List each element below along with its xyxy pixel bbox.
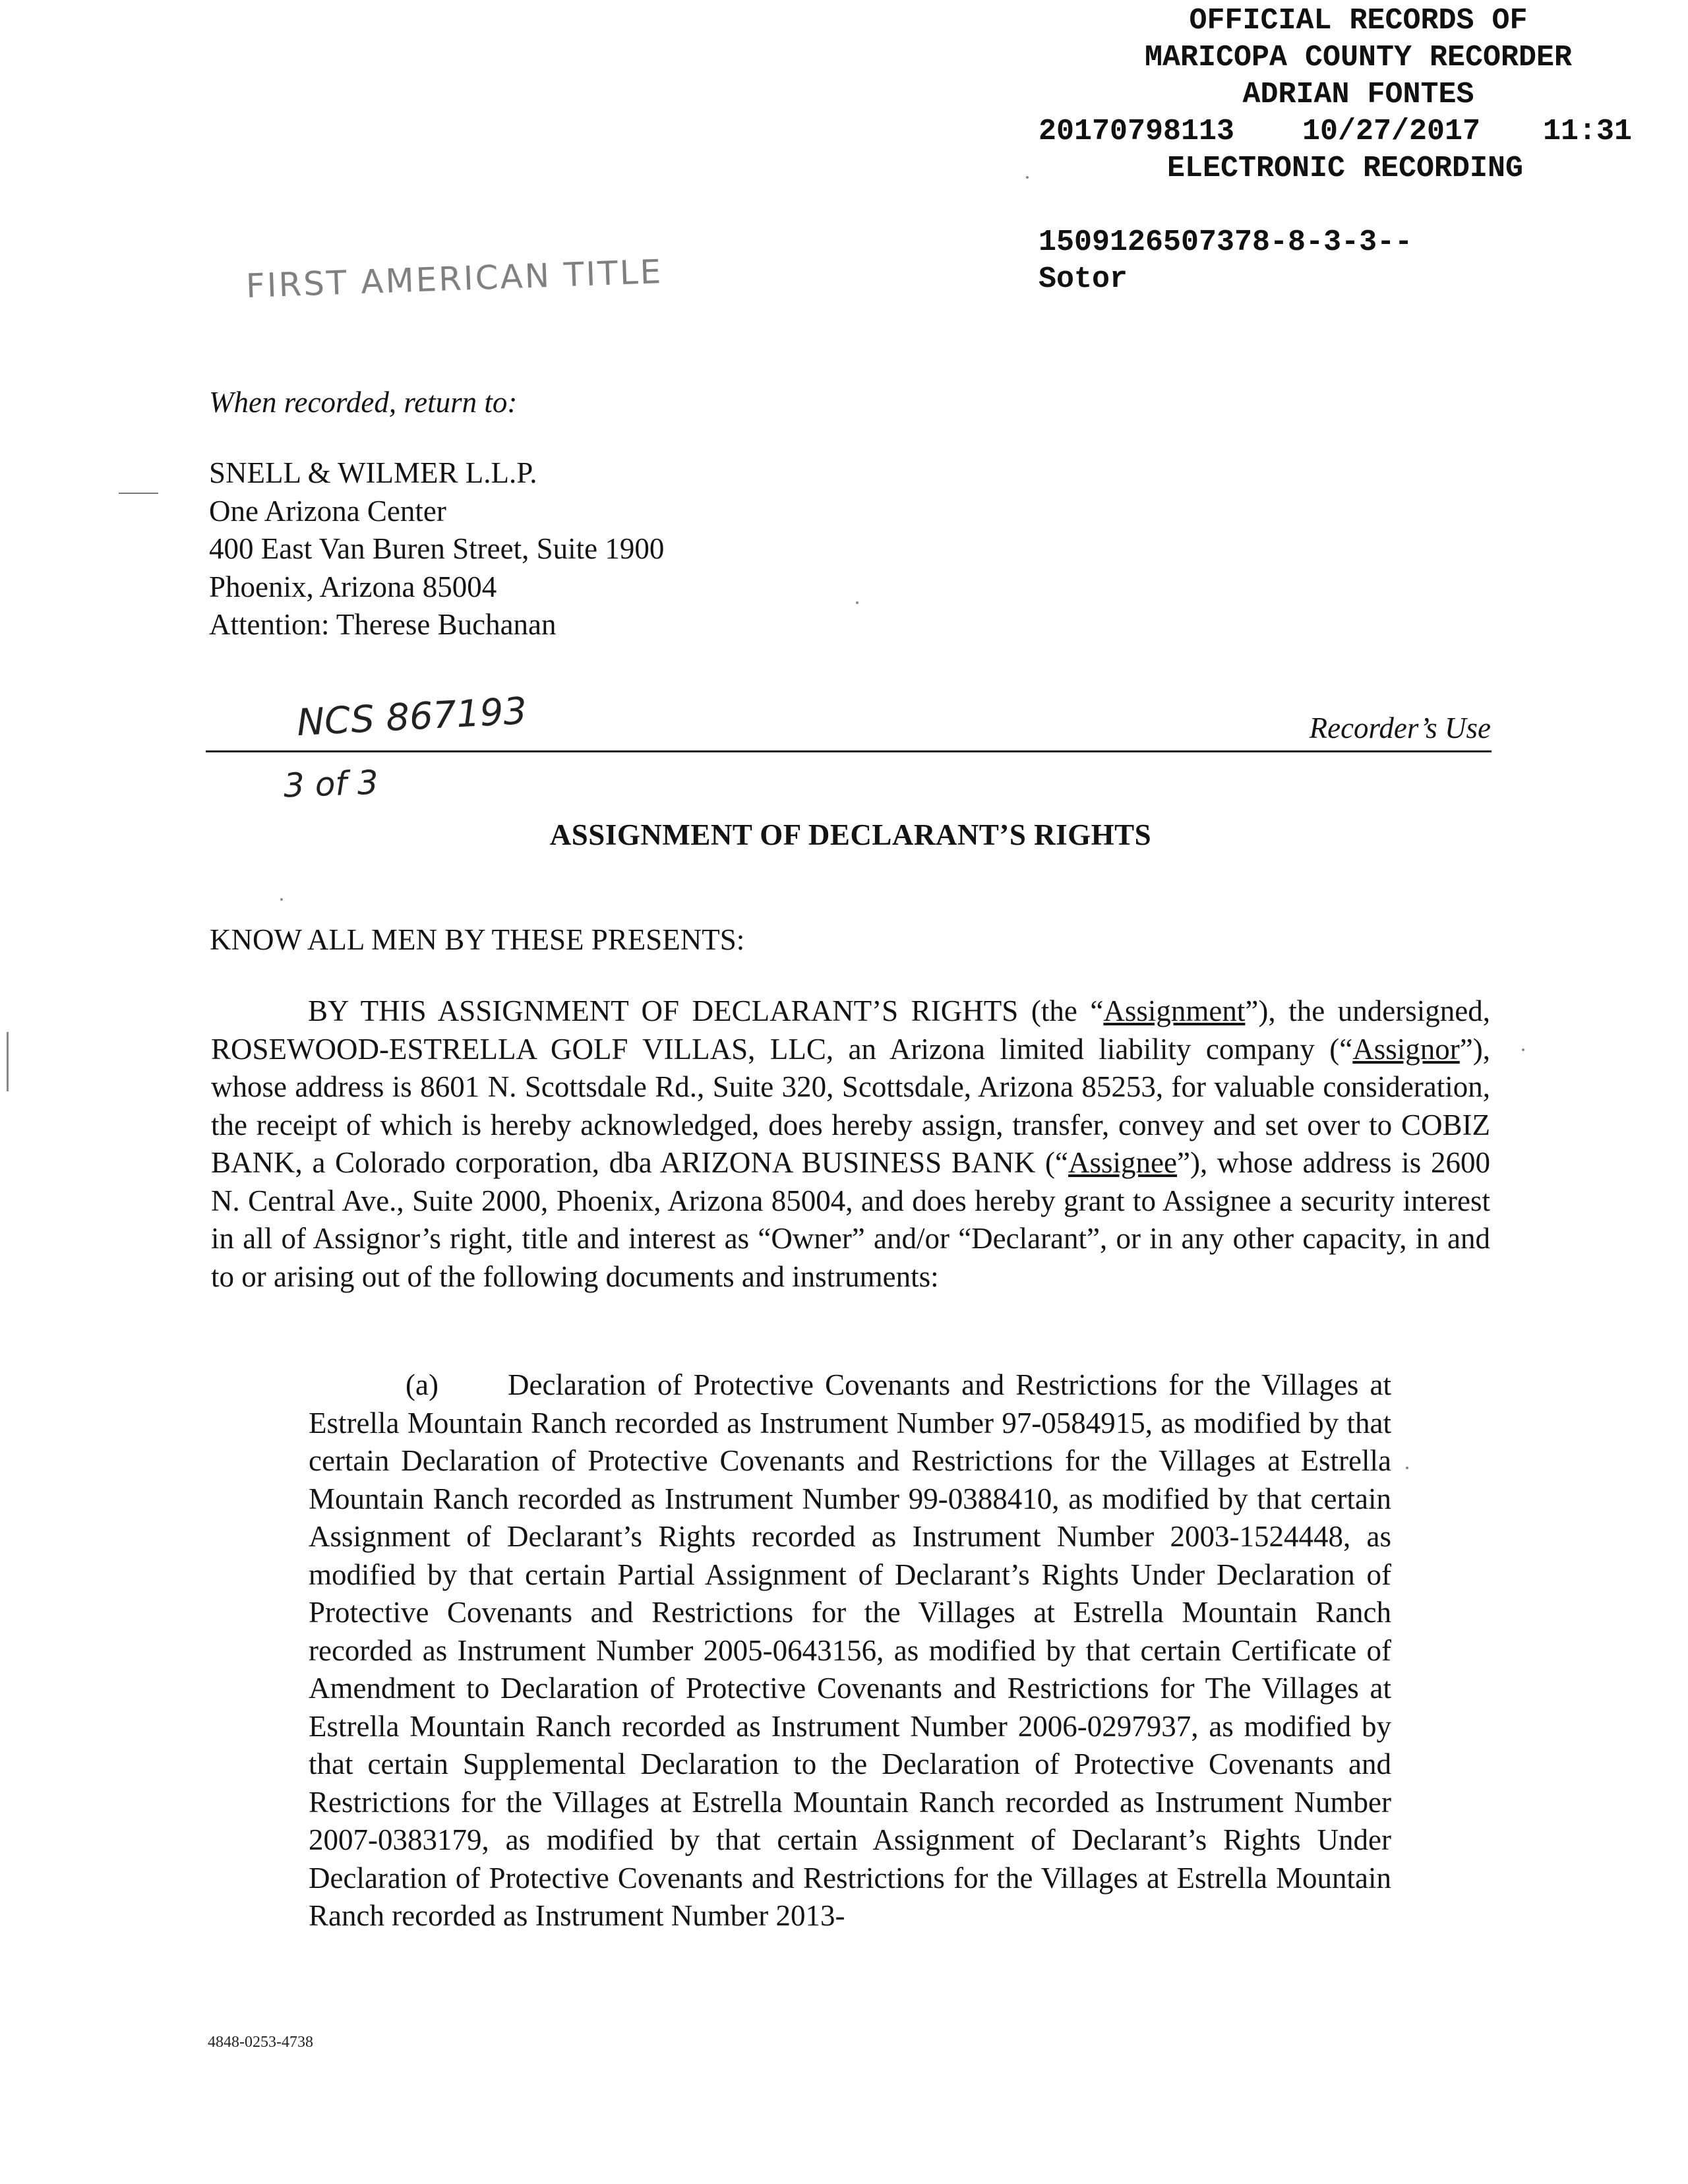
return-to-attention: Attention: Therese Buchanan: [209, 608, 557, 641]
main-paragraph-part-1: BY THIS ASSIGNMENT OF DECLARANT’S RIGHTS (the “: [308, 994, 1104, 1027]
return-to-firm: SNELL & WILMER L.L.P.: [209, 456, 537, 489]
recorder-time: 11:31: [1543, 115, 1633, 148]
return-to-city: Phoenix, Arizona 85004: [209, 570, 497, 603]
recorder-instrument-row: [1039, 113, 1652, 150]
recorder-recording-type: ELECTRONIC RECORDING: [1166, 152, 1524, 185]
scan-edge-mark: [7, 1032, 9, 1091]
recorders-use-label: Recorder’s Use: [1309, 712, 1491, 744]
return-to-heading: When recorded, return to:: [209, 386, 518, 419]
recorder-clerk: Sotor: [1039, 262, 1128, 296]
defined-term-assignee: Assignee: [1068, 1146, 1178, 1179]
recorder-name-line: ADRIAN FONTES: [1242, 78, 1474, 111]
scan-speck: [1026, 176, 1029, 179]
document-title: ASSIGNMENT OF DECLARANT’S RIGHTS: [549, 818, 1152, 851]
defined-term-assignment: Assignment: [1103, 994, 1246, 1027]
main-paragraph-part-4: ”), whose address is 2600 N. Central Ave., Suite 2000, Phoenix, Arizona 85004, and does hereby grant to Assignee a security interest in all of Assignor’s right, title and interest as “Owner” and/or “Declarant”, or in any other capacity, in and to or arising out of the following documents and instruments:: [211, 1146, 1490, 1293]
recorders-use-divider: [206, 750, 1492, 752]
handwritten-page-count: 3 of 3: [283, 763, 379, 805]
title-company-stamp: FIRST AMERICAN TITLE: [245, 252, 664, 305]
preamble: KNOW ALL MEN BY THESE PRESENTS:: [210, 923, 745, 956]
main-paragraph-part-3: ”), whose address is 8601 N. Scottsdale Rd., Suite 320, Scottsdale, Arizona 85253, for valuable consideration, the receipt of which is hereby acknowledged, does hereby assign, transfer, convey and set over to COBIZ BANK, a Colorado corporation, dba ARIZONA BUSINESS BANK (“: [211, 1032, 1490, 1179]
recorder-instrument-number: 20170798113: [1039, 115, 1235, 148]
return-to-street: 400 East Van Buren Street, Suite 1900: [209, 532, 665, 565]
scan-edge-dash: [119, 493, 158, 494]
recorder-date: 10/27/2017: [1302, 115, 1481, 148]
recorder-document-code: 1509126507378-8-3-3--: [1039, 226, 1413, 259]
main-paragraph-part-2: ”), the undersigned, ROSEWOOD-ESTRELLA GOLF VILLAS, LLC, an Arizona limited liability company (“: [211, 994, 1490, 1066]
scan-speck: [1406, 1467, 1408, 1469]
return-to-address: [209, 454, 664, 644]
defined-term-assignor: Assignor: [1352, 1032, 1460, 1066]
scan-speck: [856, 601, 859, 604]
recorder-county-line: MARICOPA COUNTY RECORDER: [1144, 41, 1573, 75]
return-to-building: One Arizona Center: [209, 494, 446, 528]
handwritten-order-number: NCS 867193: [295, 689, 528, 745]
item-a-label: (a): [406, 1368, 438, 1401]
item-a-text: Declaration of Protective Covenants and Restrictions for the Villages at Estrella Mountain Ranch recorded as Instrument Number 97-0584915, as modified by that certain Declaration of Protective Covenants and Restrictions for the Villages at Estrella Mountain Ranch recorded as Instrument Number 99-0388410, as modified by that certain Assignment of Declarant’s Rights recorded as Instrument Number 2003-1524448, as modified by that certain Partial Assignment of Declarant’s Rights Under Declaration of Protective Covenants and Restrictions for the Villages at Estrella Mountain Ranch recorded as Instrument Number 2005-0643156, as modified by that certain Certificate of Amendment to Declaration of Protective Covenants and Restrictions for The Villages at Estrella Mountain Ranch recorded as Instrument Number 2006-0297937, as modified by that certain Supplemental Declaration to the Declaration of Protective Covenants and Restrictions for the Villages at Estrella Mountain Ranch recorded as Instrument Number 2007-0383179, as modified by that certain Assignment of Declarant’s Rights Under Declaration of Protective Covenants and Restrictions for the Villages at Estrella Mountain Ranch recorded as Instrument Number 2013-: [309, 1368, 1391, 1932]
main-paragraph: [211, 992, 1490, 1296]
recorder-official-records-line: OFFICIAL RECORDS OF: [1189, 4, 1528, 38]
scan-speck: [280, 898, 283, 901]
scan-speck: [1522, 1048, 1524, 1051]
footer-document-id: 4848-0253-4738: [208, 2034, 313, 2051]
